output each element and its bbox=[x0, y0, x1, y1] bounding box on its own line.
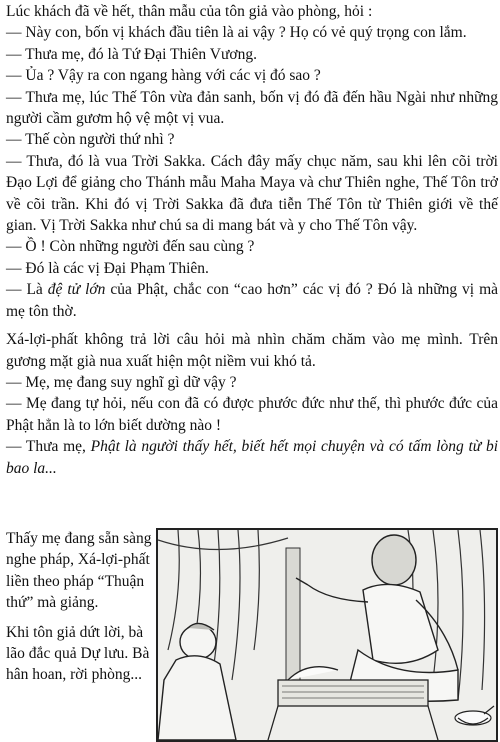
paragraph: — Thưa mẹ, lúc Thế Tôn vừa đản sanh, bốn vị đó đã đến hầu Ngài như những người cầm gươm hộ vệ một vị vua. bbox=[6, 88, 498, 128]
paragraph: Lúc khách đã về hết, thân mẫu của tôn giả vào phòng, hỏi : bbox=[6, 3, 373, 20]
main-text bbox=[6, 1, 498, 479]
side-paragraph: Thấy mẹ đang sẵn sàng nghe pháp, Xá-lợi-phất liền theo pháp “Thuận thứ” mà giảng. bbox=[6, 530, 152, 612]
paragraph: — Là đệ tử lớn của Phật, chắc con “cao hơn” các vị đó ? Đó là những vị mà mẹ tôn thờ. bbox=[6, 281, 499, 320]
illustration bbox=[156, 528, 498, 742]
paragraph: — Ồ ! Còn những người đến sau cùng ? bbox=[6, 238, 255, 256]
paragraph: — Ủa ? Vậy ra con ngang hàng với các vị đó sao ? bbox=[6, 67, 321, 85]
paragraph: — Mẹ, mẹ đang suy nghĩ gì dữ vậy ? bbox=[6, 373, 237, 391]
paragraph: — Thưa mẹ, đó là Tứ Đại Thiên Vương. bbox=[6, 45, 257, 63]
side-text bbox=[6, 528, 154, 686]
side-paragraph: Khi tôn giả dứt lời, bà lão đắc quả Dự lưu. Bà hân hoan, rời phòng... bbox=[6, 623, 150, 684]
paragraph: — Mẹ đang tự hỏi, nếu con đã có được phước đức như thế, thì phước đức của Phật hẳn là to lớn biết dường nào ! bbox=[6, 395, 498, 434]
paragraph: — Thế còn người thứ nhì ? bbox=[6, 131, 175, 149]
paragraph: Xá-lợi-phất không trả lời câu hỏi mà nhìn chăm chăm vào mẹ mình. Trên gương mặt già nua xuất hiện một niềm vui khó tả. bbox=[6, 331, 498, 370]
paragraph: — Thưa mẹ, Phật là người thấy hết, biết hết mọi chuyện và có tấm lòng từ bi bao la... bbox=[6, 438, 499, 477]
illustration-drawing bbox=[158, 530, 496, 740]
emphasis: Phật là người thấy hết, biết hết mọi chuyện và có tấm lòng từ bi bao la... bbox=[6, 438, 499, 477]
paragraph: — Này con, bốn vị khách đầu tiên là ai vậy ? Họ có vẻ quý trọng con lắm. bbox=[6, 24, 467, 42]
emphasis: đệ tử lớn bbox=[47, 281, 106, 299]
paragraph: — Thưa, đó là vua Trời Sakka. Cách đây mấy chục năm, sau khi lên cõi trời Đạo Lợi để giảng cho Thánh mẫu Maha Maya và chư Thiên nghe, Thế Tôn trở về cõi trần. Khi đó vị Trời Sakka đã đưa tiễn Thế Tôn từ Thiên giới về thế gian. Vị Trời Sakka như chú sa di mang bát và y cho Thế Tôn vậy. bbox=[6, 152, 498, 235]
paragraph: — Đó là các vị Đại Phạm Thiên. bbox=[6, 259, 209, 277]
